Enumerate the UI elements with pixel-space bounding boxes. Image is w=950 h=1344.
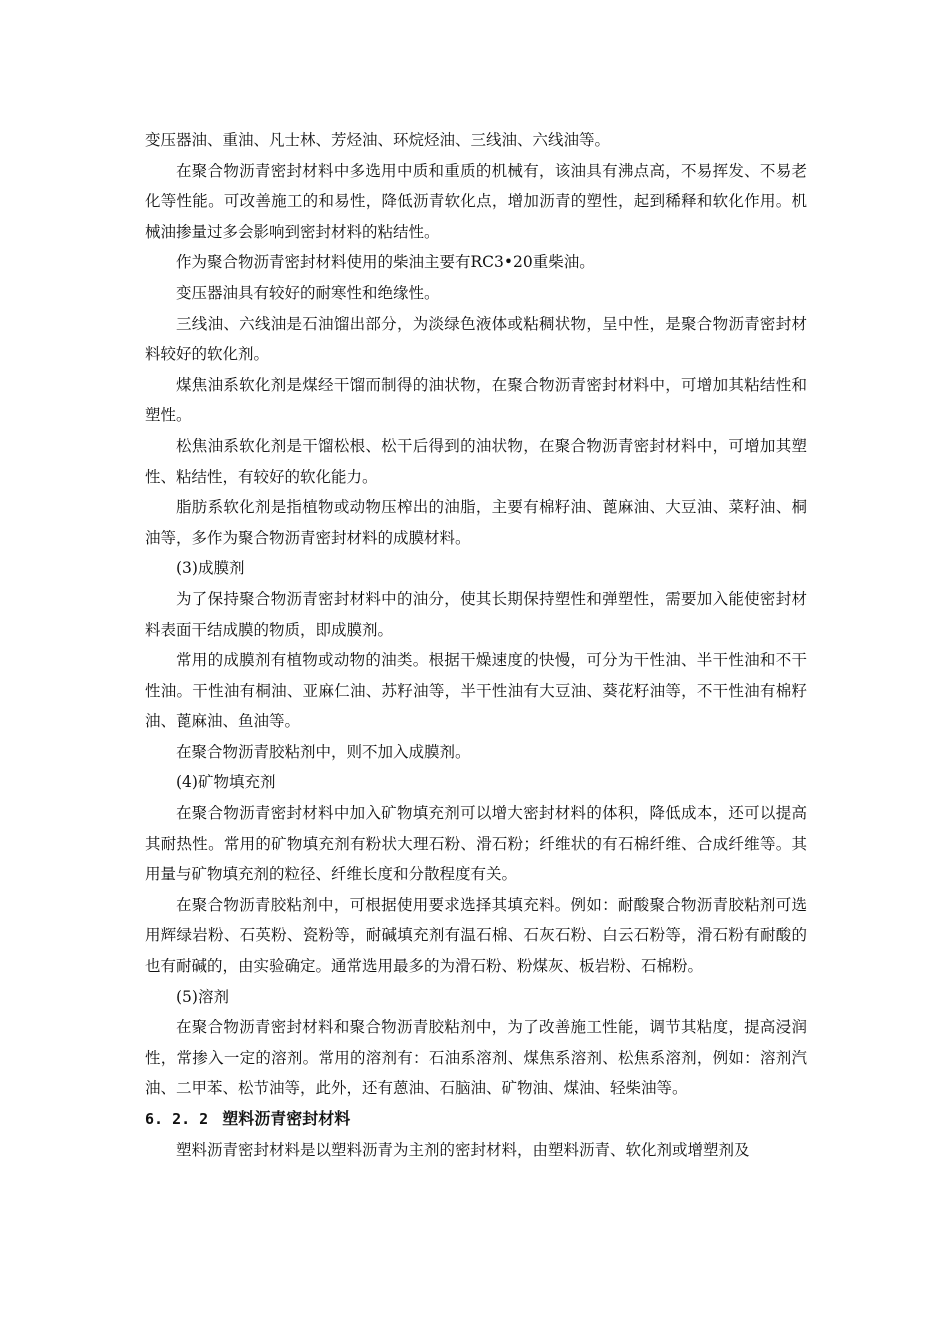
paragraph-continuation: 变压器油、重油、凡士林、芳烃油、环烷烃油、三线油、六线油等。 [145,131,611,149]
paragraph-pine-tar-softener: 松焦油系软化剂是干馏松根、松干后得到的油状物，在聚合物沥青密封材料中，可增加其塑性、粘结性，有较好的软化能力。 [145,436,807,486]
document-page [145,125,807,1165]
paragraph-solvent: 在聚合物沥青密封材料和聚合物沥青胶粘剂中，为了改善施工性能，调节其粘度，提高浸润性，常掺入一定的溶剂。常用的溶剂有：石油系溶剂、煤焦系溶剂、松焦系溶剂，例如：溶剂汽油、二甲苯、松节油等，此外，还有蒽油、石脑油、矿物油、煤油、轻柴油等。 [145,1018,807,1098]
paragraph-film-former-adhesive: 在聚合物沥青胶粘剂中，则不加入成膜剂。 [176,742,471,761]
paragraph-diesel-oil: 作为聚合物沥青密封材料使用的柴油主要有RC3•20重柴油。 [176,253,595,272]
paragraph-transformer-oil: 变压器油具有较好的耐寒性和绝缘性。 [176,283,440,302]
paragraph-fat-softener: 脂肪系软化剂是指植物或动物压榨出的油脂，主要有棉籽油、蓖麻油、大豆油、菜籽油、桐油等，多作为聚合物沥青密封材料的成膜材料。 [145,498,807,547]
subheading-film-former: (3)成膜剂 [176,559,245,578]
subheading-solvent: (5)溶剂 [176,987,229,1006]
section-title: 塑料沥青密封材料 [222,1109,351,1128]
subheading-mineral-filler: (4)矿物填充剂 [176,773,276,792]
paragraph-film-former-purpose: 为了保持聚合物沥青密封材料中的油分，使其长期保持塑性和弹塑性，需要加入能使密封材料表面干结成膜的物质，即成膜剂。 [145,589,807,639]
paragraph-mineral-filler-purpose: 在聚合物沥青密封材料中加入矿物填充剂可以增大密封材料的体积，降低成本，还可以提高其耐热性。常用的矿物填充剂有粉状大理石粉、滑石粉；纤维状的有石棉纤维、合成纤维等。其用量与矿物填充剂的粒径、纤维长度和分散程度有关。 [145,804,807,884]
paragraph-mechanical-oil: 在聚合物沥青密封材料中多选用中质和重质的机械有，该油具有沸点高，不易挥发、不易老化等性能。可改善施工的和易性，降低沥青软化点，增加沥青的塑性，起到稀释和软化作用。机械油掺量过多会影响到密封材料的粘结性。 [145,161,807,241]
paragraph-mineral-filler-adhesive: 在聚合物沥青胶粘剂中，可根据使用要求选择其填充料。例如：耐酸聚合物沥青胶粘剂可选用辉绿岩粉、石英粉、瓷粉等，耐碱填充剂有温石棉、石灰石粉、白云石粉等，滑石粉有耐酸的也有耐碱的，由实验确定。通常选用最多的为滑石粉、粉煤灰、板岩粉、石棉粉。 [145,895,807,976]
section-heading [145,1104,807,1135]
paragraph-third-sixth-oil: 三线油、六线油是石油馏出部分，为淡绿色液体或粘稠状物，呈中性，是聚合物沥青密封材料较好的软化剂。 [145,314,807,364]
paragraph-coal-tar-softener: 煤焦油系软化剂是煤经干馏而制得的油状物，在聚合物沥青密封材料中，可增加其粘结性和塑性。 [145,375,807,425]
section-number: 6. 2. 2 [145,1110,209,1128]
paragraph-film-former-types: 常用的成膜剂有植物或动物的油类。根据干燥速度的快慢，可分为干性油、半干性油和不干性油。干性油有桐油、亚麻仁油、苏籽油等，半干性油有大豆油、葵花籽油等，不干性油有棉籽油、蓖麻油、鱼油等。 [145,651,807,731]
paragraph-plastic-asphalt: 塑料沥青密封材料是以塑料沥青为主剂的密封材料，由塑料沥青、软化剂或增塑剂及 [176,1140,750,1159]
